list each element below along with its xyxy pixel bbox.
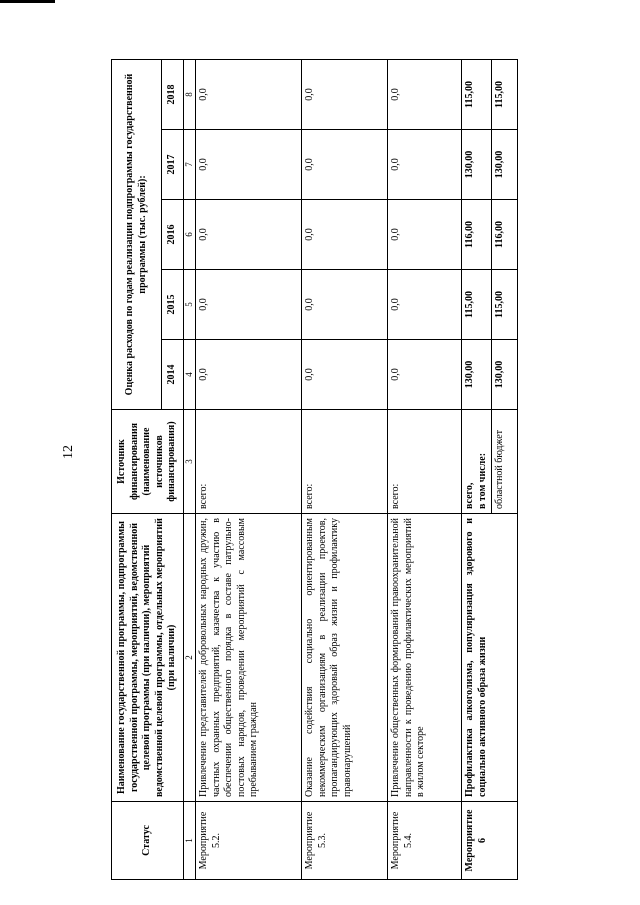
row-value-total: 115,00 bbox=[462, 270, 492, 340]
row-name: Привлечение представителей добровольных народных дружин, частных охранных предприятий, казачества к участию в обеспечении общественного порядка в составе патрульно-постовых нарядов, проведении мероприятий с массовым пребыванием граждан bbox=[196, 514, 302, 802]
row-value-regional: 115,00 bbox=[492, 60, 518, 130]
row-value: 0,0 bbox=[302, 60, 388, 130]
row-value: 0,0 bbox=[196, 340, 302, 410]
header-year: 2016 bbox=[162, 200, 184, 270]
row-value: 0,0 bbox=[196, 130, 302, 200]
column-number: 7 bbox=[184, 130, 196, 200]
row-name: Профилактика алкоголизма, популяризация здорового и социально активного образа жизни bbox=[462, 514, 518, 802]
row-value: 0,0 bbox=[388, 270, 462, 340]
source-total-label: всего, bbox=[464, 482, 476, 509]
row-value: 0,0 bbox=[196, 200, 302, 270]
header-source: Источник финансирования (наименование источников финансирования) bbox=[112, 410, 184, 514]
row-value-regional: 130,00 bbox=[492, 130, 518, 200]
row-source: всего: bbox=[196, 410, 302, 514]
source-incl-label: в том числе: bbox=[476, 452, 488, 509]
row-value: 0,0 bbox=[388, 200, 462, 270]
table-row bbox=[388, 60, 462, 880]
row-source: всего: bbox=[388, 410, 462, 514]
table-row bbox=[302, 60, 388, 880]
row-value-regional: 115,00 bbox=[492, 270, 518, 340]
header-year: 2015 bbox=[162, 270, 184, 340]
landscape-sheet bbox=[111, 60, 544, 880]
header-status: Статус bbox=[112, 802, 184, 880]
table-row bbox=[462, 60, 492, 880]
row-value: 0,0 bbox=[196, 60, 302, 130]
column-number: 5 bbox=[184, 270, 196, 340]
row-value: 0,0 bbox=[388, 340, 462, 410]
row-value-total: 130,00 bbox=[462, 130, 492, 200]
header-year: 2017 bbox=[162, 130, 184, 200]
row-name: Привлечение общественных формирований правоохранительной направленности к проведению профилактических мероприятий в жилом секторе bbox=[388, 514, 462, 802]
column-number: 8 bbox=[184, 60, 196, 130]
column-number: 6 bbox=[184, 200, 196, 270]
row-value-total: 130,00 bbox=[462, 340, 492, 410]
column-number: 1 bbox=[184, 802, 196, 880]
row-value: 0,0 bbox=[302, 270, 388, 340]
row-value-regional: 130,00 bbox=[492, 340, 518, 410]
row-source-regional: областной бюджет bbox=[492, 410, 518, 514]
row-status: Мероприятие 5.3. bbox=[302, 802, 388, 880]
column-number: 2 bbox=[184, 514, 196, 802]
row-source-total bbox=[462, 410, 492, 514]
header-year: 2018 bbox=[162, 60, 184, 130]
row-value: 0,0 bbox=[388, 130, 462, 200]
row-value: 0,0 bbox=[302, 340, 388, 410]
program-table bbox=[111, 59, 518, 880]
row-value: 0,0 bbox=[302, 130, 388, 200]
row-value: 0,0 bbox=[196, 270, 302, 340]
row-value-regional: 116,00 bbox=[492, 200, 518, 270]
header-name: Наименование государственной программы, подпрограммы государственной программы, мероприятий, ведомственной целевой программы (при наличии), мероприятий ведомственной целевой программы, отдельных мероприятий (при наличии) bbox=[112, 514, 184, 802]
row-value-total: 116,00 bbox=[462, 200, 492, 270]
table-row bbox=[196, 60, 302, 880]
row-status: Мероприятие 5.2. bbox=[196, 802, 302, 880]
row-value: 0,0 bbox=[388, 60, 462, 130]
row-value: 0,0 bbox=[302, 200, 388, 270]
row-status: Мероприятие 5.4. bbox=[388, 802, 462, 880]
header-estimate: Оценка расходов по годам реализации подпрограммы государственной программы (тыс. рублей): bbox=[112, 60, 162, 410]
column-number: 3 bbox=[184, 410, 196, 514]
header-year: 2014 bbox=[162, 340, 184, 410]
column-number: 4 bbox=[184, 340, 196, 410]
row-name: Оказание содействия социально ориентированным некоммерческим организациям в реализации проектов, пропагандирующих здоровый образ жизни и профилактику правонарушений bbox=[302, 514, 388, 802]
page-number: 12 bbox=[61, 445, 76, 459]
top-scan-line bbox=[0, 0, 55, 3]
row-source: всего: bbox=[302, 410, 388, 514]
row-value-total: 115,00 bbox=[462, 60, 492, 130]
row-status: Мероприятие 6 bbox=[462, 802, 518, 880]
